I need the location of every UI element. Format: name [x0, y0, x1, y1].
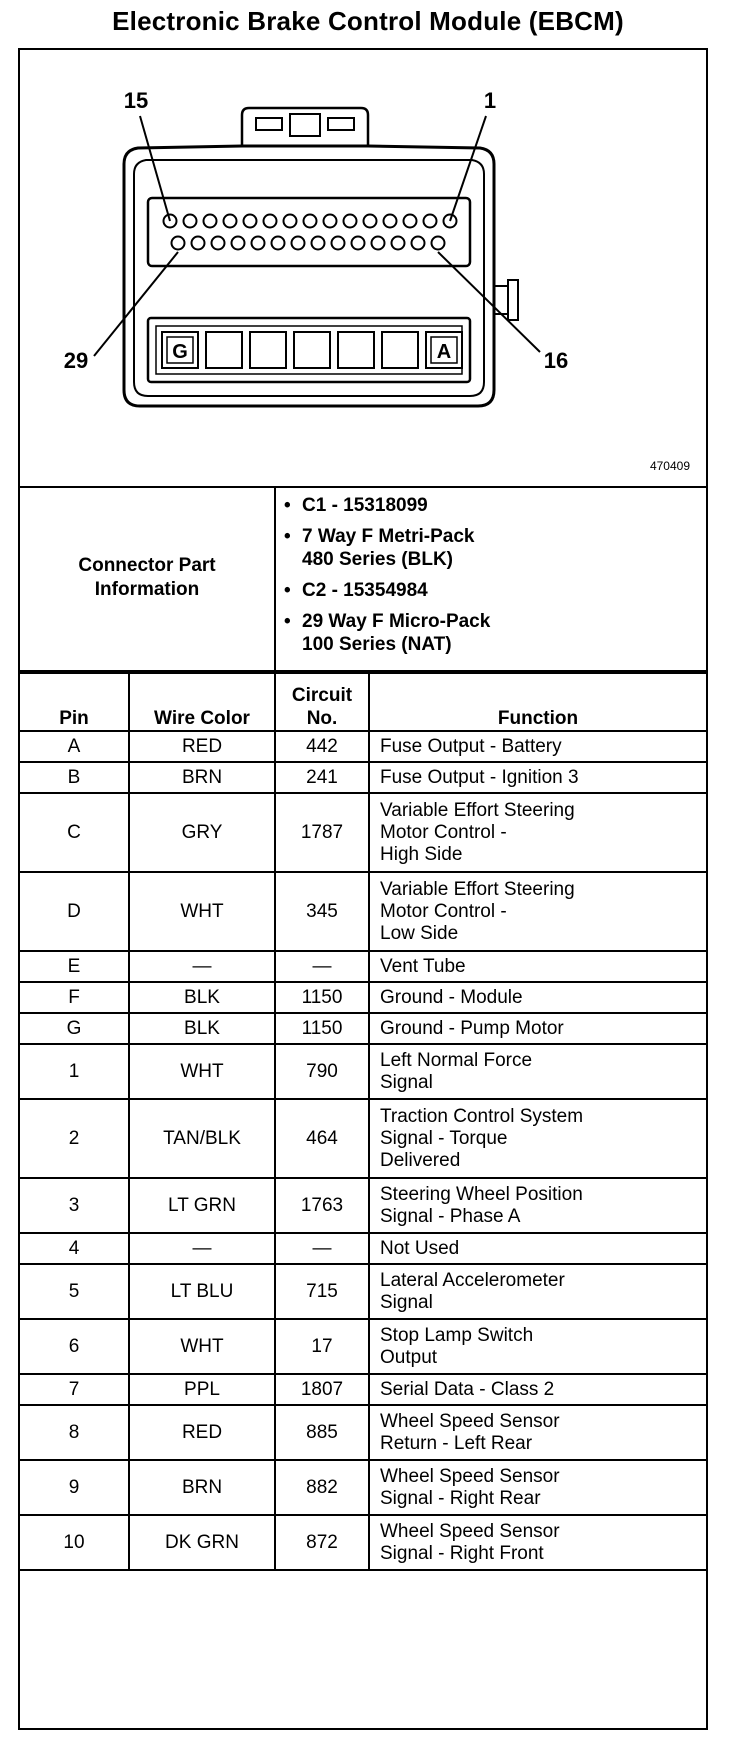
- cell-circuit-no: 790: [275, 1044, 369, 1099]
- cell-pin: 7: [20, 1374, 129, 1405]
- function-line: Signal - Phase A: [380, 1205, 521, 1227]
- cell-wire-color: RED: [129, 731, 275, 762]
- table-row: [20, 1460, 706, 1515]
- cell-pin: C: [20, 793, 129, 872]
- cell-function: [369, 762, 706, 793]
- leader-line-29: [94, 252, 178, 356]
- pin-socket: [172, 237, 185, 250]
- cell-wire-color: WHT: [129, 1044, 275, 1099]
- function-line: Signal - Torque: [380, 1127, 508, 1149]
- pin-socket: [364, 215, 377, 228]
- cell-wire-color: WHT: [129, 1319, 275, 1374]
- cell-wire-color: LT BLU: [129, 1264, 275, 1319]
- pin-socket: [424, 215, 437, 228]
- cell-pin: 6: [20, 1319, 129, 1374]
- pin-socket: [304, 215, 317, 228]
- cell-function: [369, 1460, 706, 1515]
- cell-pin: 5: [20, 1264, 129, 1319]
- cell-function: [369, 1374, 706, 1405]
- connector-info-label: [20, 486, 276, 670]
- function-line: Variable Effort Steering: [380, 799, 575, 821]
- pin-socket: [392, 237, 405, 250]
- cell-wire-color: BRN: [129, 762, 275, 793]
- pin-label-1: 1: [483, 88, 497, 113]
- table-row: [20, 1515, 706, 1570]
- pin-socket: [404, 215, 417, 228]
- connector-part-info: [20, 486, 706, 672]
- function-line: Not Used: [380, 1237, 460, 1259]
- side-tab-cap: [508, 280, 518, 320]
- function-line: Output: [380, 1346, 438, 1368]
- connector-info-list: [282, 494, 490, 664]
- pin-socket: [224, 215, 237, 228]
- cell-pin: 10: [20, 1515, 129, 1570]
- cell-circuit-no: —: [275, 951, 369, 982]
- cell-circuit-no: 1787: [275, 793, 369, 872]
- pin-socket: [264, 215, 277, 228]
- function-line: Serial Data - Class 2: [380, 1378, 555, 1400]
- cell-circuit-no: 345: [275, 872, 369, 951]
- cell-function: [369, 1044, 706, 1099]
- function-line: Wheel Speed Sensor: [380, 1520, 560, 1542]
- table-row: [20, 793, 706, 872]
- cell-function: [369, 1319, 706, 1374]
- pin-socket: [412, 237, 425, 250]
- cell-function: [369, 1099, 706, 1178]
- function-line: Left Normal Force: [380, 1049, 533, 1071]
- cell-wire-color: BLK: [129, 1013, 275, 1044]
- cell-circuit-no: 1150: [275, 982, 369, 1013]
- cell-circuit-no: 885: [275, 1405, 369, 1460]
- cell-function: [369, 1405, 706, 1460]
- table-row: [20, 1319, 706, 1374]
- cell-circuit-no: —: [275, 1233, 369, 1264]
- pin-socket: [212, 237, 225, 250]
- connector-info-item: • C1 - 15318099: [282, 494, 490, 517]
- table-row: [20, 951, 706, 982]
- pin-table-body: [20, 731, 706, 1570]
- table-row: [20, 1233, 706, 1264]
- cell-pin: 8: [20, 1405, 129, 1460]
- pin-socket: [232, 237, 245, 250]
- pin-socket: [332, 237, 345, 250]
- pin-row-top: [164, 215, 457, 228]
- function-line: Wheel Speed Sensor: [380, 1410, 560, 1432]
- function-line: Motor Control -: [380, 900, 507, 922]
- cell-function: [369, 1233, 706, 1264]
- pin-label-29: 29: [63, 348, 89, 373]
- pin-socket: [344, 215, 357, 228]
- function-line: Signal - Right Front: [380, 1542, 544, 1564]
- cell-wire-color: DK GRN: [129, 1515, 275, 1570]
- cell-pin: B: [20, 762, 129, 793]
- pin-socket: [372, 237, 385, 250]
- table-row: [20, 731, 706, 762]
- cavity-g-label: G: [172, 341, 188, 363]
- latch-slot-right: [328, 118, 354, 130]
- pin-socket: [352, 237, 365, 250]
- cell-circuit-no: 872: [275, 1515, 369, 1570]
- pin-socket: [184, 215, 197, 228]
- connector-diagram: [20, 50, 706, 488]
- connector-drawing: [20, 50, 706, 486]
- cell-pin: A: [20, 731, 129, 762]
- function-line: Low Side: [380, 922, 459, 944]
- connector-info-item: • C2 - 15354984: [282, 579, 490, 602]
- cell-pin: 2: [20, 1099, 129, 1178]
- table-row: [20, 872, 706, 951]
- function-line: Variable Effort Steering: [380, 878, 575, 900]
- pin-socket: [312, 237, 325, 250]
- cell-wire-color: PPL: [129, 1374, 275, 1405]
- latch-tab: [290, 114, 320, 136]
- cavity-frame-inner: [156, 326, 462, 374]
- latch-slot-left: [256, 118, 282, 130]
- function-line: Traction Control System: [380, 1105, 584, 1127]
- cell-function: [369, 872, 706, 951]
- cell-pin: E: [20, 951, 129, 982]
- function-line: High Side: [380, 843, 463, 865]
- cell-pin: F: [20, 982, 129, 1013]
- cavity-frame: [148, 318, 470, 382]
- cell-wire-color: LT GRN: [129, 1178, 275, 1233]
- connector-info-label-line1: Connector Part: [78, 555, 216, 576]
- cell-function: [369, 731, 706, 762]
- cell-function: [369, 951, 706, 982]
- cell-pin: G: [20, 1013, 129, 1044]
- cell-circuit-no: 1150: [275, 1013, 369, 1044]
- cell-function: [369, 1178, 706, 1233]
- pin-label-16: 16: [543, 348, 569, 373]
- table-row: [20, 1405, 706, 1460]
- connector-info-item: • 7 Way F Metri-Pack 480 Series (BLK): [282, 525, 490, 571]
- function-line: Stop Lamp Switch: [380, 1324, 534, 1346]
- cell-wire-color: RED: [129, 1405, 275, 1460]
- leader-line-15: [140, 116, 170, 221]
- cell-wire-color: BLK: [129, 982, 275, 1013]
- cell-wire-color: TAN/BLK: [129, 1099, 275, 1178]
- cavity-a-label: A: [436, 341, 452, 363]
- cell-pin: 1: [20, 1044, 129, 1099]
- document-frame: [18, 48, 708, 1730]
- page-title: Electronic Brake Control Module (EBCM): [112, 6, 624, 36]
- cavity: [382, 332, 418, 368]
- cell-wire-color: —: [129, 1233, 275, 1264]
- pin-socket: [432, 237, 445, 250]
- cell-circuit-no: 442: [275, 731, 369, 762]
- figure-number: 470409: [649, 459, 690, 473]
- cell-circuit-no: 464: [275, 1099, 369, 1178]
- table-row: [20, 1178, 706, 1233]
- cell-function: [369, 1013, 706, 1044]
- cell-circuit-no: 1807: [275, 1374, 369, 1405]
- pin-socket: [272, 237, 285, 250]
- pin-socket: [204, 215, 217, 228]
- function-line: Fuse Output - Ignition 3: [380, 766, 579, 788]
- function-line: Signal - Right Rear: [380, 1487, 541, 1509]
- cell-function: [369, 1515, 706, 1570]
- cell-circuit-no: 17: [275, 1319, 369, 1374]
- cavity: [294, 332, 330, 368]
- pin-socket: [192, 237, 205, 250]
- function-line: Signal: [380, 1071, 433, 1093]
- cell-function: [369, 793, 706, 872]
- cavity: [206, 332, 242, 368]
- cell-pin: D: [20, 872, 129, 951]
- function-line: Lateral Accelerometer: [380, 1269, 565, 1291]
- pin-field: [148, 198, 470, 266]
- leader-line-1: [450, 116, 486, 221]
- cell-pin: 3: [20, 1178, 129, 1233]
- cell-function: [369, 1264, 706, 1319]
- cell-circuit-no: 715: [275, 1264, 369, 1319]
- cell-pin: 4: [20, 1233, 129, 1264]
- pin-socket: [244, 215, 257, 228]
- function-line: Ground - Pump Motor: [380, 1017, 564, 1039]
- cell-wire-color: GRY: [129, 793, 275, 872]
- function-line: Wheel Speed Sensor: [380, 1465, 560, 1487]
- function-line: Delivered: [380, 1149, 461, 1171]
- table-row: [20, 1374, 706, 1405]
- table-row: [20, 1013, 706, 1044]
- function-line: Return - Left Rear: [380, 1432, 533, 1454]
- table-row: [20, 762, 706, 793]
- pin-socket: [324, 215, 337, 228]
- header-function: Function: [369, 673, 706, 731]
- pin-table: [20, 672, 706, 1571]
- connector-info-item: • 29 Way F Micro-Pack 100 Series (NAT): [282, 610, 490, 656]
- header-wire-color: Wire Color: [129, 673, 275, 731]
- table-row: [20, 1264, 706, 1319]
- header-pin: Pin: [20, 673, 129, 731]
- cavity: [250, 332, 286, 368]
- pin-socket: [384, 215, 397, 228]
- cell-circuit-no: 1763: [275, 1178, 369, 1233]
- cavity-row: [162, 332, 462, 368]
- cavity: [338, 332, 374, 368]
- cell-wire-color: WHT: [129, 872, 275, 951]
- function-line: Steering Wheel Position: [380, 1183, 583, 1205]
- pin-socket: [252, 237, 265, 250]
- function-line: Fuse Output - Battery: [380, 735, 562, 757]
- function-line: Motor Control -: [380, 821, 507, 843]
- header-circuit-no: Circuit No.: [275, 673, 369, 731]
- pin-row-bottom: [172, 237, 445, 250]
- cell-function: [369, 982, 706, 1013]
- cell-circuit-no: 241: [275, 762, 369, 793]
- pin-socket: [284, 215, 297, 228]
- function-line: Ground - Module: [380, 986, 523, 1008]
- pin-label-15: 15: [123, 88, 149, 113]
- cell-circuit-no: 882: [275, 1460, 369, 1515]
- function-line: Vent Tube: [380, 955, 466, 977]
- table-header-row: [20, 673, 706, 731]
- cell-wire-color: BRN: [129, 1460, 275, 1515]
- table-row: [20, 1099, 706, 1178]
- connector-info-label-line2: Information: [94, 579, 200, 600]
- cell-wire-color: —: [129, 951, 275, 982]
- cell-pin: 9: [20, 1460, 129, 1515]
- table-row: [20, 1044, 706, 1099]
- pin-socket: [292, 237, 305, 250]
- table-row: [20, 982, 706, 1013]
- function-line: Signal: [380, 1291, 433, 1313]
